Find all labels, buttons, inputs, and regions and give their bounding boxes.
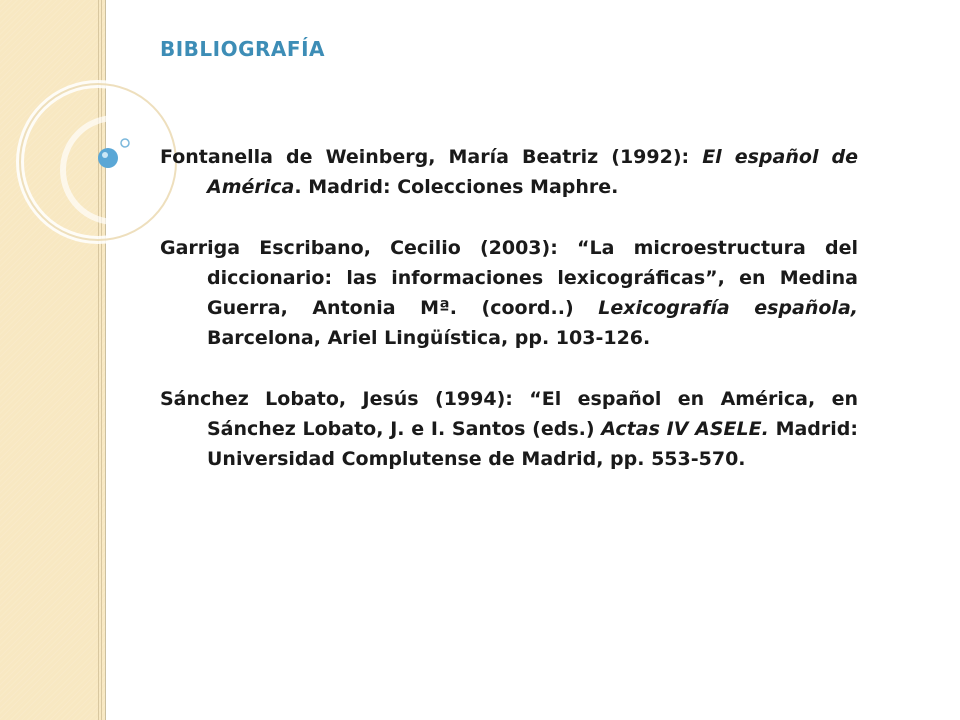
bibliography-list <box>160 142 858 474</box>
bibliography-entry <box>160 233 858 353</box>
entry-text: Barcelona, Ariel Lingüística, pp. 103-126. <box>207 327 651 349</box>
small-ring-dot-icon <box>121 139 129 147</box>
entry-italic-title: Lexicografía española, <box>598 297 858 319</box>
entry-text: Fontanella de Weinberg, María Beatriz (1992): <box>160 146 703 168</box>
entry-text: Sánchez Lobato, Jesús (1994): “El español en América, en Sánchez Lobato, J. e I. Santos (eds.) <box>160 388 858 440</box>
entry-italic-title: El español de América <box>207 146 858 198</box>
entry-text: . Madrid: Colecciones Maphre. <box>294 176 619 198</box>
blue-dot-highlight-icon <box>102 152 108 158</box>
decorative-inner-ring-icon <box>63 118 167 222</box>
page-title: BIBLIOGRAFÍA <box>160 37 325 61</box>
bibliography-entry <box>160 142 858 202</box>
entry-text: Garriga Escribano, Cecilio (2003): “La microestructura del diccionario: las informaciones lexicográficas”, en Medina Guerra, Antonia Mª. (coord..) <box>160 237 858 319</box>
entry-italic-title: Actas IV ASELE. <box>601 418 769 440</box>
bibliography-entry <box>160 384 858 474</box>
entry-text: Madrid: Universidad Complutense de Madrid, pp. 553-570. <box>207 418 858 470</box>
blue-dot-icon <box>98 148 118 168</box>
